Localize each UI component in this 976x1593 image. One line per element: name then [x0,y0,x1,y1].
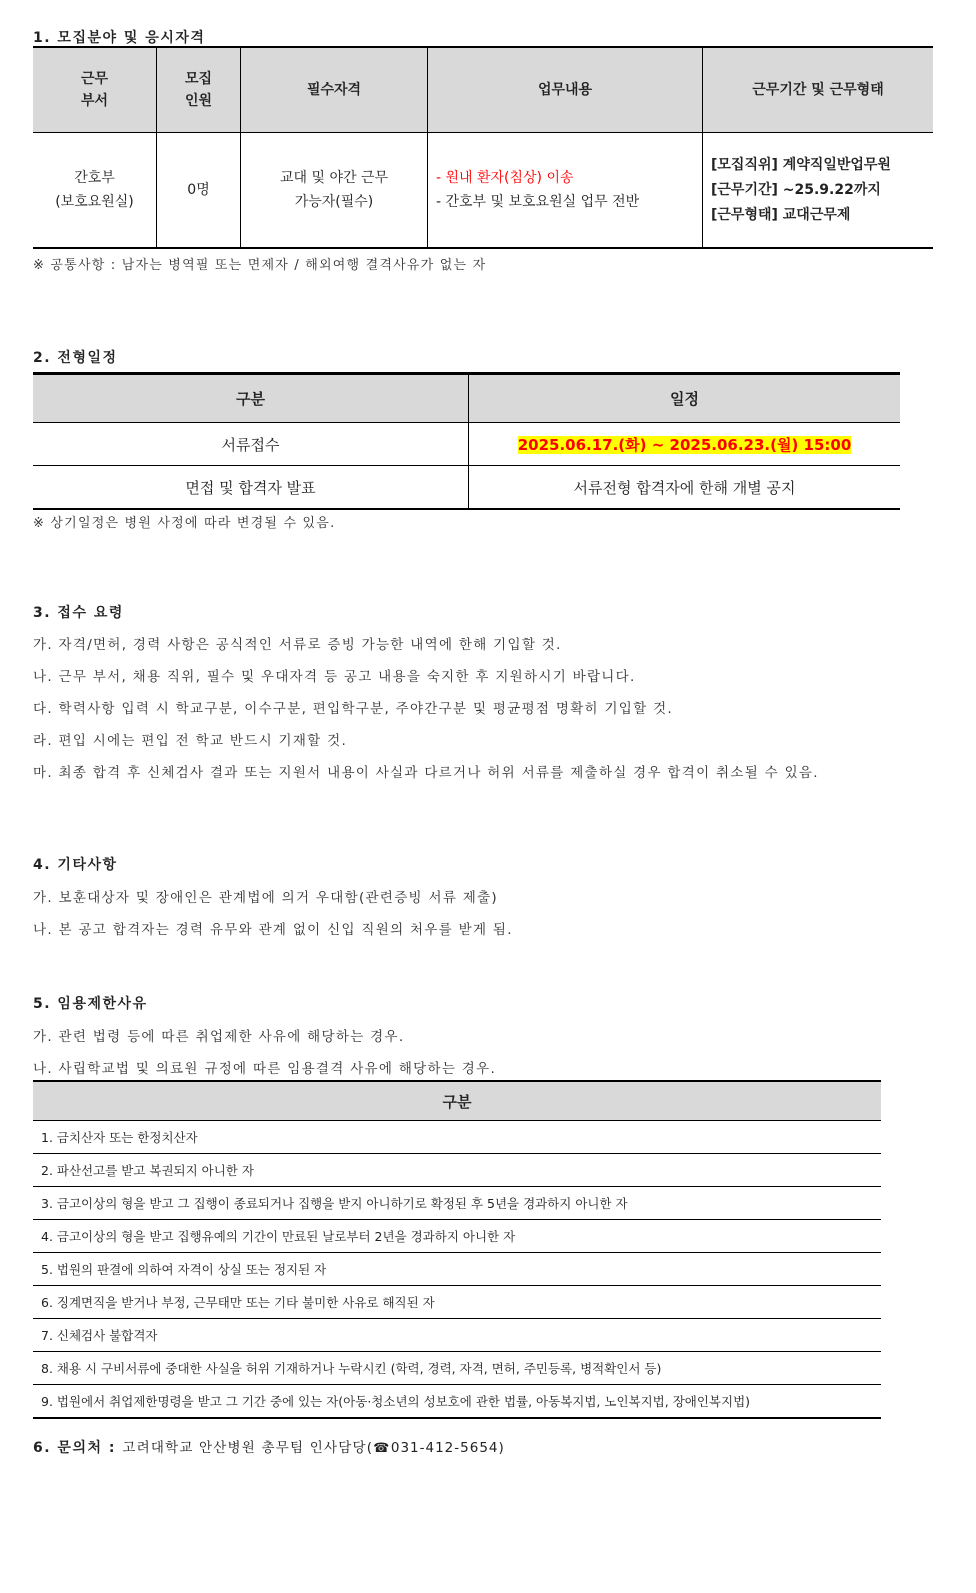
cell-dept: 간호부 (보호요원실) [33,133,157,249]
cell-count: 0명 [157,133,241,249]
section4-title: 4. 기타사항 [33,857,118,873]
table-row: 7. 신체검사 불합격자 [33,1319,881,1352]
table-row: 4. 금고이상의 형을 받고 집행유예의 기간이 만료된 날로부터 2년을 경과하지 아니한 자 [33,1220,881,1253]
table-row: 8. 채용 시 구비서류에 중대한 사실을 허위 기재하거나 누락시킨 (학력, 경력, 자격, 면허, 주민등록, 병적확인서 등) [33,1352,881,1385]
table-row: 2. 파산선고를 받고 복권되지 아니한 자 [33,1154,881,1187]
section2-title: 2. 전형일정 [33,350,118,366]
cell-value [469,423,901,466]
disqualification-table [33,1080,881,1419]
section2-note: ※ 상기일정은 병원 사정에 따라 변경될 수 있음. [33,516,336,531]
table-row: 3. 금고이상의 형을 받고 그 집행이 종료되거나 집행을 받지 아니하기로 확정된 후 5년을 경과하지 아니한 자 [33,1187,881,1220]
list-item: 다. 학력사항 입력 시 학교구분, 이수구분, 편입학구분, 주야간구분 및 평균평점 명확히 기입할 것. [33,701,674,717]
header-category: 구분 [33,374,469,423]
cell-duty: - 원내 환자(침상) 이송 - 간호부 및 보호요원실 업무 전반 [428,133,703,249]
phone-number: 031-412-5654) [390,1440,505,1456]
recruitment-table [33,46,933,249]
contact-text: 고려대학교 안산병원 총무팀 인사담당( [122,1440,374,1456]
table-row: 9. 법원에서 취업제한명령을 받고 그 기간 중에 있는 자(아동·청소년의 성보호에 관한 법률, 아동복지법, 노인복지법, 장애인복지법) [41,1394,751,1409]
section5-title: 5. 임용제한사유 [33,996,148,1012]
list-item: 나. 사립학교법 및 의료원 규정에 따른 임용결격 사유에 해당하는 경우. [33,1061,497,1077]
header-qualification: 필수자격 [241,47,428,133]
list-item: 나. 근무 부서, 채용 직위, 필수 및 우대자격 등 공고 내용을 숙지한 후 지원하시기 바랍니다. [33,669,636,685]
section3-title: 3. 접수 요령 [33,605,124,621]
phone-icon: ☎ [373,1441,391,1456]
header-dept: 근무 부서 [33,47,157,133]
cell-value: 서류전형 합격자에 한해 개별 공지 [573,478,796,497]
cell-qualification: 교대 및 야간 근무 가능자(필수) [241,133,428,249]
table-row: 1. 금치산자 또는 한정치산자 [33,1121,881,1154]
header-count: 모집 인원 [157,47,241,133]
list-item: 라. 편입 시에는 편입 전 학교 반드시 기재할 것. [33,733,348,749]
disqualification-table-header [33,1081,881,1121]
table-row [33,466,900,510]
list-item: 나. 본 공고 합격자는 경력 유무와 관계 없이 신입 직원의 처우를 받게 됨. [33,922,513,938]
header-schedule: 일정 [469,374,901,423]
header-duty: 업무내용 [428,47,703,133]
cell-label: 면접 및 합격자 발표 [33,466,469,510]
recruitment-table-header [33,47,933,133]
table-row [33,423,900,466]
section6-contact [33,1436,505,1457]
cell-label: 서류접수 [33,423,469,466]
list-item: 가. 자격/면허, 경력 사항은 공식적인 서류로 증빙 가능한 내역에 한해 기입할 것. [33,637,562,653]
schedule-table [33,372,900,510]
list-item: 마. 최종 합격 후 신체검사 결과 또는 지원서 내용이 사실과 다르거나 허위 서류를 제출하실 경우 합격이 취소될 수 있음. [33,765,819,781]
cell-period: [모집직위] 계약직일반업무원 [근무기간] ~25.9.22까지 [근무형태] 교대근무제 [711,156,891,223]
table-row [33,133,933,249]
header-period: 근무기간 및 근무형태 [703,47,934,133]
section1-note: ※ 공통사항 : 남자는 병역필 또는 면제자 / 해외여행 결격사유가 없는 자 [33,258,487,273]
table-row: 6. 징계면직을 받거나 부정, 근무태만 또는 기타 불미한 사유로 해직된 자 [33,1286,881,1319]
list-item: 가. 보훈대상자 및 장애인은 관계법에 의거 우대함(관련증빙 서류 제출) [33,890,499,906]
section6-title: 6. 문의처 : [33,1440,116,1456]
header-category: 구분 [33,1081,881,1121]
table-row: 5. 법원의 판결에 의하여 자격이 상실 또는 정지된 자 [33,1253,881,1286]
application-period-highlight: 2025.06.17.(화) ~ 2025.06.23.(월) 15:00 [517,435,852,454]
list-item: 가. 관련 법령 등에 따른 취업제한 사유에 해당하는 경우. [33,1029,405,1045]
section1-title: 1. 모집분야 및 응시자격 [33,30,206,46]
schedule-table-header [33,374,900,423]
